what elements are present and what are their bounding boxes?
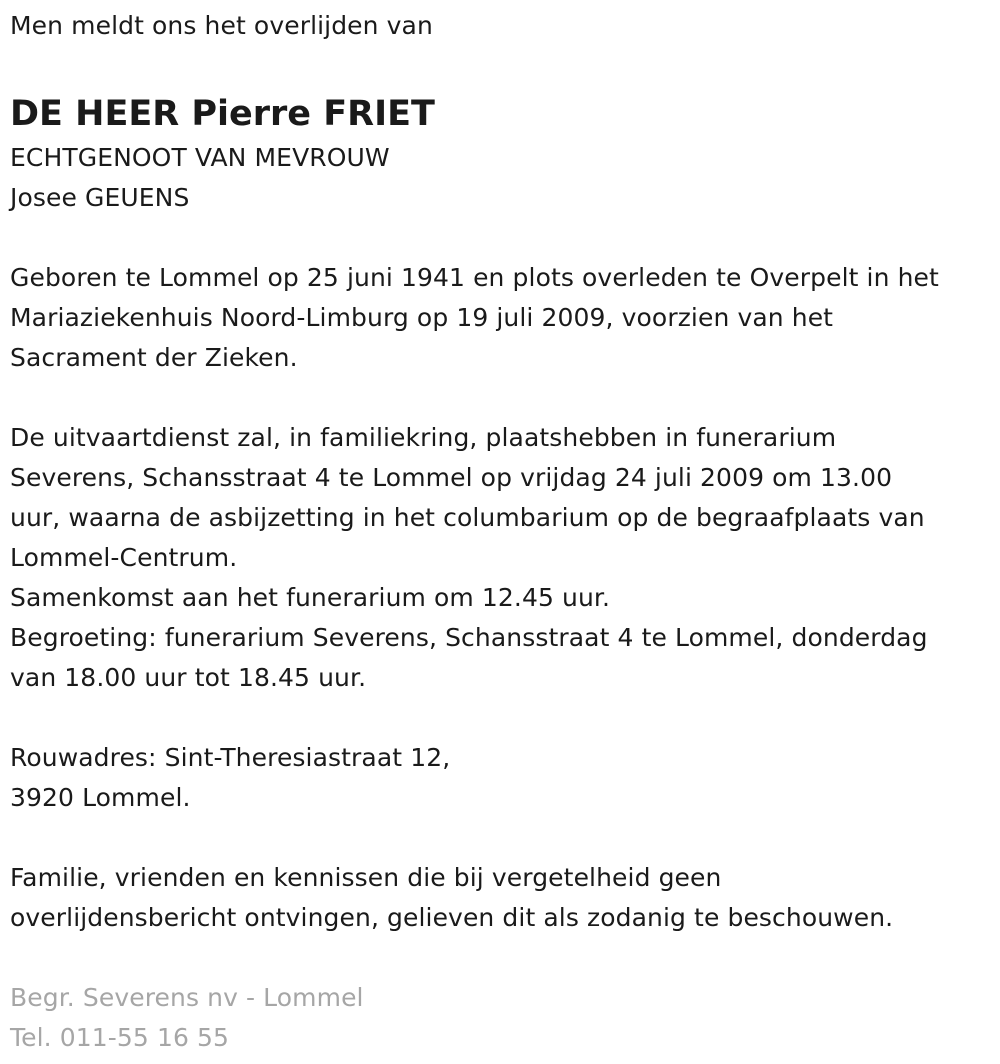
spacer [10, 378, 995, 418]
paragraph-line: Mariaziekenhuis Noord-Limburg op 19 juli 2009, voorzien van het [10, 303, 834, 332]
deceased-name: DE HEER Pierre FRIET [10, 94, 435, 134]
paragraph-line: Lommel-Centrum. [10, 543, 238, 572]
paragraph-line: overlijdensbericht ontvingen, gelieven dit als zodanig te beschouwen. [10, 903, 894, 932]
paragraph-line: van 18.00 uur tot 18.45 uur. [10, 663, 367, 692]
address-line: 3920 Lommel. [10, 783, 191, 812]
paragraph-line: Begroeting: funerarium Severens, Schansstraat 4 te Lommel, donderdag [10, 623, 928, 652]
spacer [10, 218, 995, 258]
death-notice [10, 0, 995, 1058]
mourning-address [10, 738, 995, 818]
spouse-name: Josee GEUENS [10, 183, 190, 212]
funeral-home-phone: Tel. 011-55 16 55 [10, 1023, 230, 1052]
spacer [10, 698, 995, 738]
address-line: Rouwadres: Sint-Theresiastraat 12, [10, 743, 451, 772]
paragraph-line: Samenkomst aan het funerarium om 12.45 uur. [10, 583, 611, 612]
birth-death-paragraph [10, 258, 995, 378]
funeral-home-footer [10, 978, 995, 1058]
paragraph-line: Familie, vrienden en kennissen die bij vergetelheid geen [10, 863, 722, 892]
funeral-paragraph [10, 418, 995, 698]
paragraph-line: uur, waarna de asbijzetting in het columbarium op de begraafplaats van [10, 503, 925, 532]
intro-text: Men meldt ons het overlijden van [10, 11, 433, 40]
spouse-title: ECHTGENOOT VAN MEVROUW [10, 143, 390, 172]
paragraph-line: Geboren te Lommel op 25 juni 1941 en plots overleden te Overpelt in het [10, 263, 939, 292]
spacer [10, 938, 995, 978]
spacer [10, 46, 995, 86]
spacer [10, 818, 995, 858]
closing-paragraph [10, 858, 995, 938]
paragraph-line: Sacrament der Zieken. [10, 343, 298, 372]
paragraph-line: De uitvaartdienst zal, in familiekring, plaatshebben in funerarium [10, 423, 837, 452]
paragraph-line: Severens, Schansstraat 4 te Lommel op vrijdag 24 juli 2009 om 13.00 [10, 463, 893, 492]
funeral-home-name: Begr. Severens nv - Lommel [10, 983, 364, 1012]
